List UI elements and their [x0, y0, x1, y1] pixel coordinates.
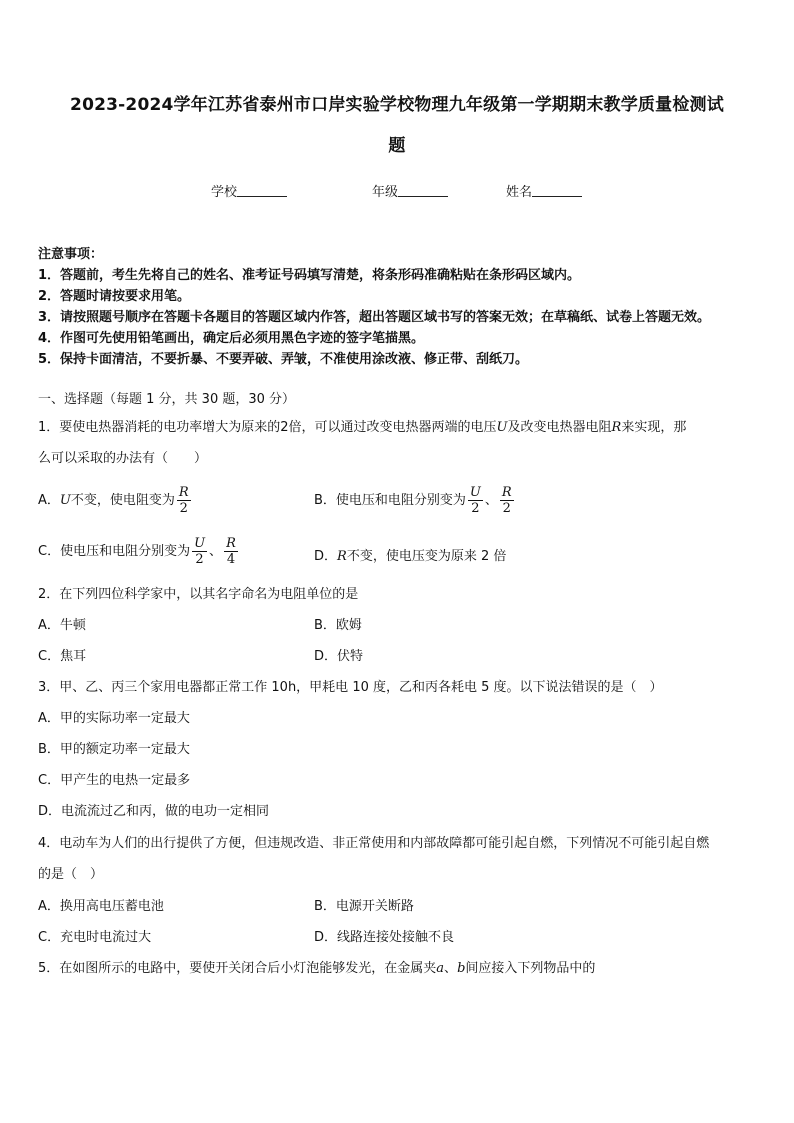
q4-stem-line2: 的是（ ）: [38, 867, 104, 882]
fraction-denominator: 2: [179, 501, 188, 516]
fraction-r-over-4: [224, 536, 238, 567]
separator: 、: [484, 493, 498, 508]
q3-stem: 3．甲、乙、丙三个家用电器都正常工作 10h，甲耗电 10 度，乙和丙各耗电 5 度。以下说法错误的是（ ）: [38, 680, 663, 695]
exam-title-line1: 2023-2024学年江苏省泰州市口岸实验学校物理九年级第一学期期末教学质量检测试: [70, 95, 724, 115]
fraction-r-over-2: [177, 485, 191, 516]
fraction-u-over-2: [468, 485, 483, 516]
notes-heading: 注意事项：: [38, 247, 104, 262]
name-blank: [532, 184, 582, 197]
q5-text: 5．在如图所示的电路中，要使开关闭合后小灯泡能够发光，在金属夹: [38, 961, 437, 976]
grade-field: [372, 181, 448, 200]
note-item: 5．保持卡面清洁，不要折暴、不要弄破、弄皱，不准使用涂改液、修正带、刮纸刀。: [38, 352, 529, 367]
q3-option-b: B．甲的额定功率一定最大: [38, 742, 190, 757]
separator: 、: [444, 961, 458, 976]
fraction-numerator: U: [469, 485, 481, 500]
q1-stem-line2: 么可以采取的办法有（ ）: [38, 451, 208, 466]
option-text: 不变，使电阻变为: [70, 493, 175, 508]
q1-stem-line1: [38, 416, 686, 435]
q1-text: 1．要使电热器消耗的电功率增大为原来的2倍，可以通过改变电热器两端的电压: [38, 420, 497, 435]
q5-var-a: a: [436, 961, 445, 976]
q1-option-d: [314, 545, 506, 564]
fraction-denominator: 2: [195, 552, 204, 567]
q4-stem-line1: 4．电动车为人们的出行提供了方便，但违规改造、非正常使用和内部故障都可能引起自燃，下列情况不可能引起自燃: [38, 836, 710, 851]
q1-text: 及改变电热器电阻: [507, 420, 612, 435]
q3-option-a: A．甲的实际功率一定最大: [38, 711, 190, 726]
q4-option-c: C．充电时电流过大: [38, 930, 152, 945]
separator: 、: [209, 544, 223, 559]
q2-option-c: C．焦耳: [38, 649, 87, 664]
q3-option-c: C．甲产生的电热一定最多: [38, 773, 191, 788]
q5-stem: [38, 957, 595, 976]
q2-option-b: B．欧姆: [314, 618, 362, 633]
fraction-numerator: R: [226, 536, 236, 551]
note-item: 4．作图可先使用铅笔画出，确定后必须用黑色字迹的签字笔描黑。: [38, 331, 425, 346]
q2-stem: 2．在下列四位科学家中，以其名字命名为电阻单位的是: [38, 587, 359, 602]
fraction-denominator: 2: [502, 501, 511, 516]
q2-option-a: A．牛顿: [38, 618, 86, 633]
q5-text: 间应接入下列物品中的: [465, 961, 596, 976]
grade-label: 年级: [372, 185, 399, 200]
q4-option-a: A．换用高电压蓄电池: [38, 899, 164, 914]
grade-blank: [398, 184, 448, 197]
option-text: B．使电压和电阻分别变为: [314, 493, 466, 508]
exam-title-line2: 题: [388, 136, 406, 156]
option-label: D．: [314, 549, 338, 564]
note-item: 1．答题前，考生先将自己的姓名、准考证号码填写清楚，将条形码准确粘贴在条形码区域内。: [38, 268, 581, 283]
school-field: [211, 181, 287, 200]
q1-var-r: R: [337, 549, 347, 564]
q1-var-u: U: [496, 420, 508, 435]
option-text: 不变，使电压变为原来 2 倍: [346, 549, 507, 564]
notes-block: [38, 244, 758, 370]
fraction-numerator: R: [178, 485, 189, 500]
q1-option-b: [314, 485, 516, 516]
q1-option-a: [38, 485, 193, 516]
name-label: 姓名: [506, 185, 533, 200]
q4-option-b: B．电源开关断路: [314, 899, 414, 914]
note-item: 2．答题时请按要求用笔。: [38, 289, 191, 304]
section-heading: 一、选择题（每题 1 分，共 30 题，30 分）: [38, 392, 296, 407]
fraction-u-over-2: [192, 536, 207, 567]
q2-option-d: D．伏特: [314, 649, 364, 664]
q4-option-d: D．线路连接处接触不良: [314, 930, 455, 945]
q1-var-u: U: [59, 493, 71, 508]
school-blank: [237, 184, 287, 197]
q5-var-b: b: [457, 961, 466, 976]
fraction-denominator: 4: [226, 552, 236, 567]
note-item: 3．请按照题号顺序在答题卡各题目的答题区域内作答，超出答题区域书写的答案无效；在草稿纸、试卷上答题无效。: [38, 310, 711, 325]
school-label: 学校: [211, 185, 238, 200]
option-text: C．使电压和电阻分别变为: [38, 544, 191, 559]
fraction-r-over-2: [500, 485, 514, 516]
option-label: A．: [38, 493, 60, 508]
q1-option-c: [38, 536, 240, 567]
q3-option-d: D．电流流过乙和丙，做的电功一定相同: [38, 804, 270, 819]
name-field: [506, 181, 582, 200]
fraction-numerator: U: [194, 536, 206, 551]
q1-text: 来实现，那: [621, 420, 687, 435]
fraction-numerator: R: [501, 485, 512, 500]
q1-var-r: R: [611, 420, 622, 435]
fraction-denominator: 2: [471, 501, 480, 516]
